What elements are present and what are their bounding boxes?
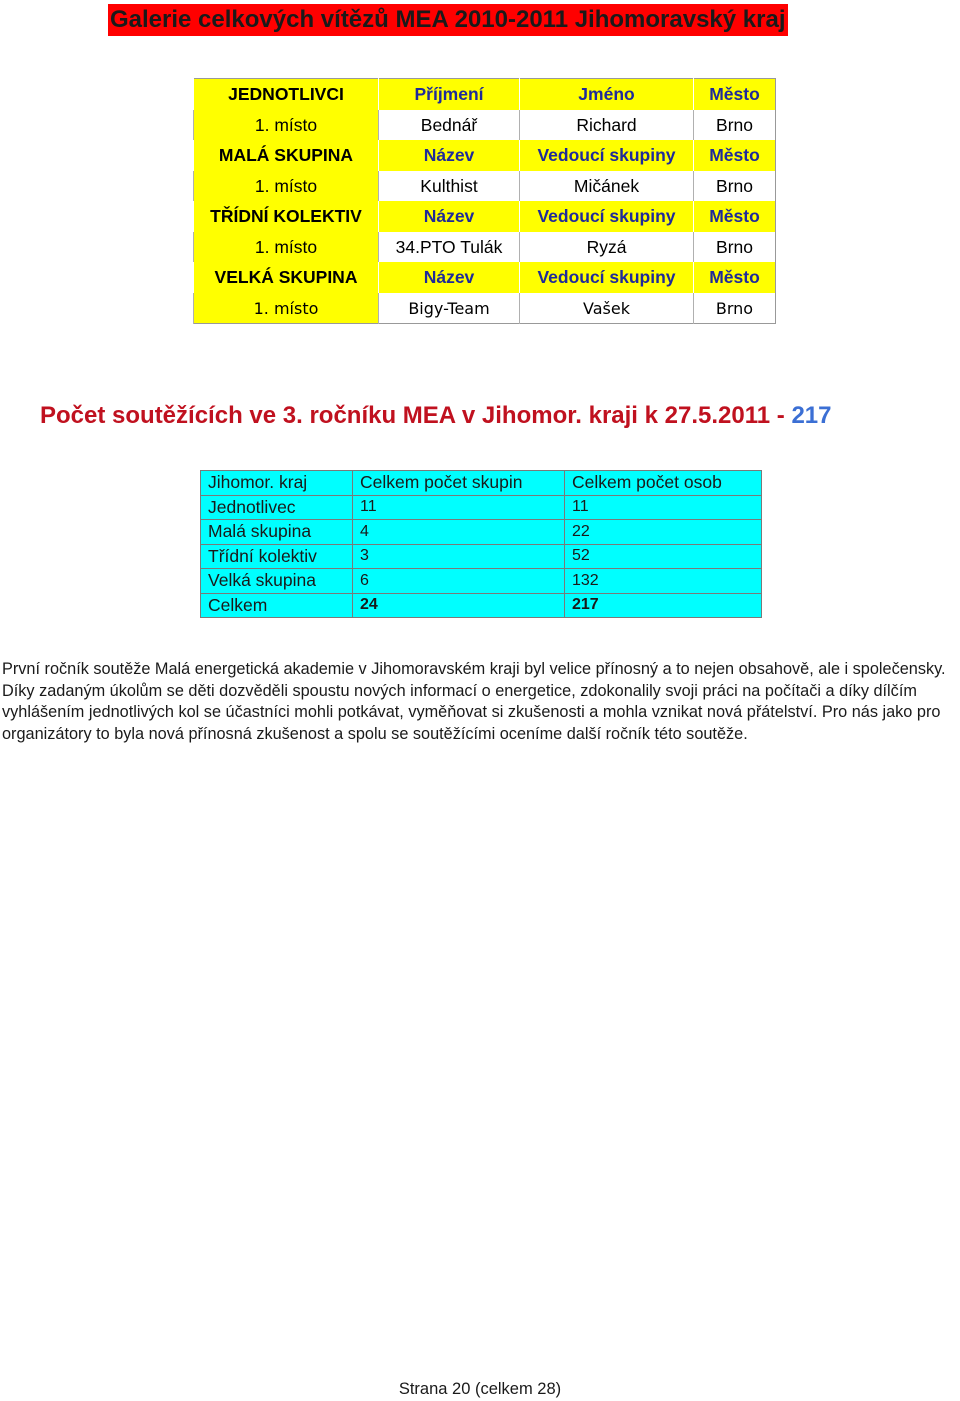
row-label: Jednotlivec — [201, 495, 353, 520]
column-header: Jihomor. kraj — [201, 471, 353, 496]
table-row — [201, 520, 762, 545]
table-cell: 3 — [353, 544, 565, 569]
winners-header-row — [194, 201, 776, 232]
winners-table — [193, 78, 776, 324]
column-header: Město — [694, 140, 776, 171]
table-cell: Brno — [694, 293, 776, 324]
category-label: VELKÁ SKUPINA — [194, 262, 379, 293]
table-cell: Mičánek — [520, 171, 694, 201]
column-header: Vedoucí skupiny — [520, 140, 694, 171]
row-label: Celkem — [201, 593, 353, 618]
row-label: Velká skupina — [201, 569, 353, 594]
table-cell: 34.PTO Tulák — [379, 232, 520, 262]
table-cell: Bednář — [379, 110, 520, 140]
column-header: Město — [694, 201, 776, 232]
table-cell: 217 — [565, 593, 762, 618]
winners-header-row — [194, 140, 776, 171]
winners-row — [194, 171, 776, 201]
row-label: Třídní kolektiv — [201, 544, 353, 569]
place-label: 1. místo — [194, 110, 379, 140]
column-header: Název — [379, 140, 520, 171]
table-cell: Ryzá — [520, 232, 694, 262]
page-title: Galerie celkových vítězů MEA 2010-2011 Jihomoravský kraj — [108, 4, 788, 36]
table-row — [201, 569, 762, 594]
category-label: JEDNOTLIVCI — [194, 79, 379, 111]
table-cell: Vašek — [520, 293, 694, 324]
column-header: Vedoucí skupiny — [520, 201, 694, 232]
column-header: Jméno — [520, 79, 694, 111]
place-label: 1. místo — [194, 232, 379, 262]
table-cell: Brno — [694, 232, 776, 262]
place-label: 1. místo — [194, 171, 379, 201]
column-header: Název — [379, 201, 520, 232]
page-number: Strana 20 (celkem 28) — [398, 1380, 562, 1398]
table-cell: Brno — [694, 171, 776, 201]
winners-row — [194, 232, 776, 262]
column-header: Název — [379, 262, 520, 293]
count-heading-value: 217 — [791, 402, 832, 429]
table-cell: 24 — [353, 593, 565, 618]
column-header: Celkem počet osob — [565, 471, 762, 496]
column-header: Vedoucí skupiny — [520, 262, 694, 293]
row-label: Malá skupina — [201, 520, 353, 545]
table-cell: Bigy-Team — [379, 293, 520, 324]
stats-header-row — [201, 471, 762, 496]
table-cell: 22 — [565, 520, 762, 545]
winners-header-row — [194, 262, 776, 293]
place-label: 1. místo — [194, 293, 379, 324]
count-heading-text: Počet soutěžících ve 3. ročníku MEA v Jihomor. kraji k 27.5.2011 - — [40, 402, 792, 429]
column-header: Město — [694, 79, 776, 111]
table-cell: 52 — [565, 544, 762, 569]
stats-total-row — [201, 593, 762, 618]
winners-row — [194, 293, 776, 324]
winners-row — [194, 110, 776, 140]
winners-header-row — [194, 79, 776, 111]
column-header: Celkem počet skupin — [353, 471, 565, 496]
table-cell: 132 — [565, 569, 762, 594]
summary-paragraph: První ročník soutěže Malá energetická akademie v Jihomoravském kraji byl velice přínosný a to nejen obsahově, ale i společensky. Díky zadaným úkolům se děti dozvěděli spoustu nových informací o energetice, zdokonalily svoji práci na počítači a díky dílčím vyhlášením jednotlivých kol se účastníci mohli potkávat, vyměňovat si zkušenosti a mohla vznikat nová přátelství. Pro nás jako pro organizátory to byla nová přínosná zkušenost a spolu se soutěžícími oceníme další ročník této soutěže. — [2, 660, 946, 744]
table-cell: 11 — [565, 495, 762, 520]
table-cell: Kulthist — [379, 171, 520, 201]
participants-count-heading — [40, 402, 831, 430]
category-label: MALÁ SKUPINA — [194, 140, 379, 171]
stats-table — [200, 470, 762, 618]
table-cell: Brno — [694, 110, 776, 140]
table-cell: Richard — [520, 110, 694, 140]
table-row — [201, 495, 762, 520]
column-header: Město — [694, 262, 776, 293]
table-cell: 6 — [353, 569, 565, 594]
table-cell: 4 — [353, 520, 565, 545]
table-cell: 11 — [353, 495, 565, 520]
column-header: Příjmení — [379, 79, 520, 111]
table-row — [201, 544, 762, 569]
category-label: TŘÍDNÍ KOLEKTIV — [194, 201, 379, 232]
